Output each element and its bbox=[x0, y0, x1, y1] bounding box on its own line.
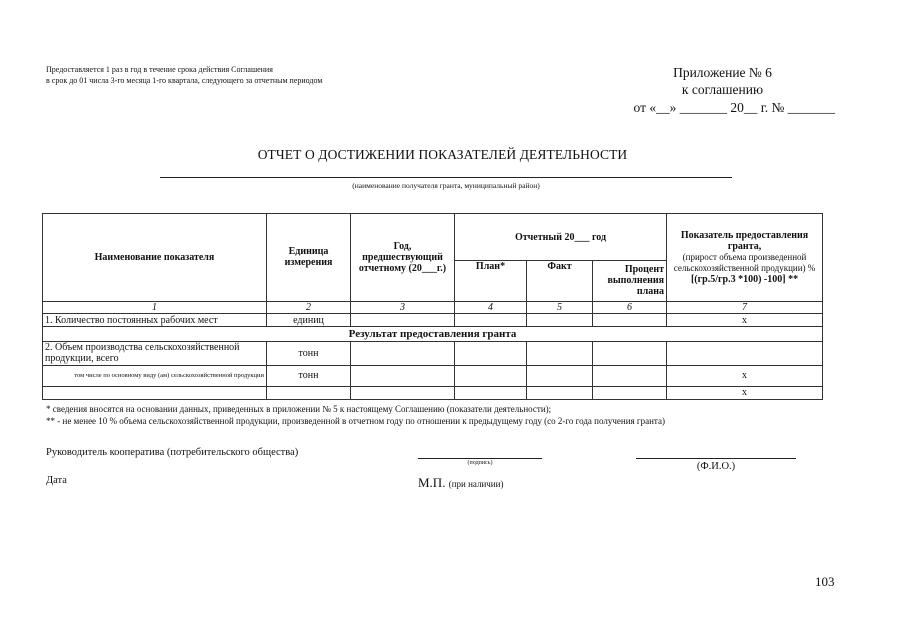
row2-grant bbox=[667, 341, 823, 366]
page-title: ОТЧЕТ О ДОСТИЖЕНИИ ПОКАЗАТЕЛЕЙ ДЕЯТЕЛЬНОСТИ bbox=[257, 147, 628, 162]
row2-unit: тонн bbox=[267, 341, 351, 366]
page-number: 103 bbox=[815, 574, 835, 589]
footnote-2: ** - не менее 10 % объема сельскохозяйственной продукции, произведенной в отчетном году по отношении к предыдущему году (со 2-го года получения гранта) bbox=[46, 416, 665, 426]
header-grant-formula: [(гр.5/гр.3 *100) -100] ** bbox=[690, 273, 799, 285]
appendix-block bbox=[610, 64, 835, 116]
stamp-mark: М.П. bbox=[418, 475, 446, 490]
appendix-number: Приложение № 6 bbox=[673, 65, 772, 80]
date-label: Дата bbox=[46, 475, 67, 486]
col-number-5: 5 bbox=[527, 301, 593, 313]
header-report-year: Отчетный 20___ год bbox=[455, 214, 667, 261]
header-grant-title: Показатель предоставления гранта, bbox=[680, 229, 809, 252]
col-number-6: 6 bbox=[593, 301, 667, 313]
row2-percent bbox=[593, 341, 667, 366]
row2-prev bbox=[351, 341, 455, 366]
table-row bbox=[43, 341, 823, 366]
header-grant-subtitle: (прирост объема произведенной сельскохозяйственной продукции) % bbox=[673, 251, 816, 273]
row1-percent bbox=[593, 314, 667, 327]
row3-name: том числе по основному виду (ам) сельскохозяйственной продукции bbox=[43, 366, 267, 386]
section-grant-result: Результат предоставления гранта bbox=[43, 327, 823, 341]
header-percent: Процент выполнения плана bbox=[593, 261, 667, 302]
footnote-1: * сведения вносятся на основании данных, приведенных в приложении № 5 к настоящему Соглашению (показатели деятельности); bbox=[46, 404, 552, 414]
row3-unit: тонн bbox=[267, 366, 351, 386]
row1-prev bbox=[351, 314, 455, 327]
row4-unit bbox=[267, 386, 351, 399]
row1-unit: единиц bbox=[267, 314, 351, 327]
header-indicator-name: Наименование показателя bbox=[43, 214, 267, 302]
table-row bbox=[43, 386, 823, 399]
row1-plan bbox=[455, 314, 527, 327]
col-number-3: 3 bbox=[351, 301, 455, 313]
col-number-1: 1 bbox=[43, 301, 267, 313]
row2-plan bbox=[455, 341, 527, 366]
row1-name: 1. Количество постоянных рабочих мест bbox=[43, 314, 267, 327]
appendix-date-line: от «__» _______ 20__ г. № _______ bbox=[633, 100, 835, 115]
footnotes bbox=[46, 403, 665, 427]
fio-caption: (Ф.И.О.) bbox=[696, 461, 736, 472]
header-plan: План* bbox=[455, 261, 527, 302]
col-number-4: 4 bbox=[455, 301, 527, 313]
row3-prev bbox=[351, 366, 455, 386]
submission-note-line-1: Предоставляется 1 раз в год в течение срока действия Соглашения bbox=[46, 65, 273, 74]
signature-line bbox=[418, 458, 542, 459]
row4-plan bbox=[455, 386, 527, 399]
report-table bbox=[42, 213, 823, 400]
header-prev-year: Год, предшествующий отчетному (20___г.) bbox=[351, 214, 455, 302]
row4-name bbox=[43, 386, 267, 399]
grantee-name-line bbox=[160, 177, 732, 178]
table-row bbox=[43, 366, 823, 386]
row3-plan bbox=[455, 366, 527, 386]
row3-fact bbox=[527, 366, 593, 386]
col-number-7: 7 bbox=[667, 301, 823, 313]
row2-name: 2. Объем производства сельскохозяйственной продукции, всего bbox=[43, 341, 267, 366]
grantee-name-caption: (наименование получателя гранта, муниципальный район) bbox=[352, 181, 540, 190]
row3-grant: x bbox=[667, 366, 823, 386]
stamp-note: (при наличии) bbox=[448, 479, 504, 489]
row4-prev bbox=[351, 386, 455, 399]
appendix-agreement: к соглашению bbox=[681, 82, 764, 97]
row4-grant: x bbox=[667, 386, 823, 399]
col-number-2: 2 bbox=[267, 301, 351, 313]
submission-note bbox=[46, 64, 322, 86]
fio-line bbox=[636, 458, 796, 459]
table-row bbox=[43, 314, 823, 327]
signature-caption: (подпись) bbox=[467, 460, 493, 466]
row3-percent bbox=[593, 366, 667, 386]
stamp-label bbox=[418, 475, 503, 491]
row4-fact bbox=[527, 386, 593, 399]
header-fact: Факт bbox=[527, 261, 593, 302]
signer-label: Руководитель кооператива (потребительского общества) bbox=[46, 447, 299, 458]
submission-note-line-2: в срок до 01 числа 3-го месяца 1-го квартала, следующего за отчетным периодом bbox=[46, 76, 323, 85]
row1-grant: x bbox=[667, 314, 823, 327]
header-unit: Единица измерения bbox=[267, 214, 351, 302]
row4-percent bbox=[593, 386, 667, 399]
row1-fact bbox=[527, 314, 593, 327]
header-grant-indicator bbox=[667, 214, 823, 302]
row2-fact bbox=[527, 341, 593, 366]
